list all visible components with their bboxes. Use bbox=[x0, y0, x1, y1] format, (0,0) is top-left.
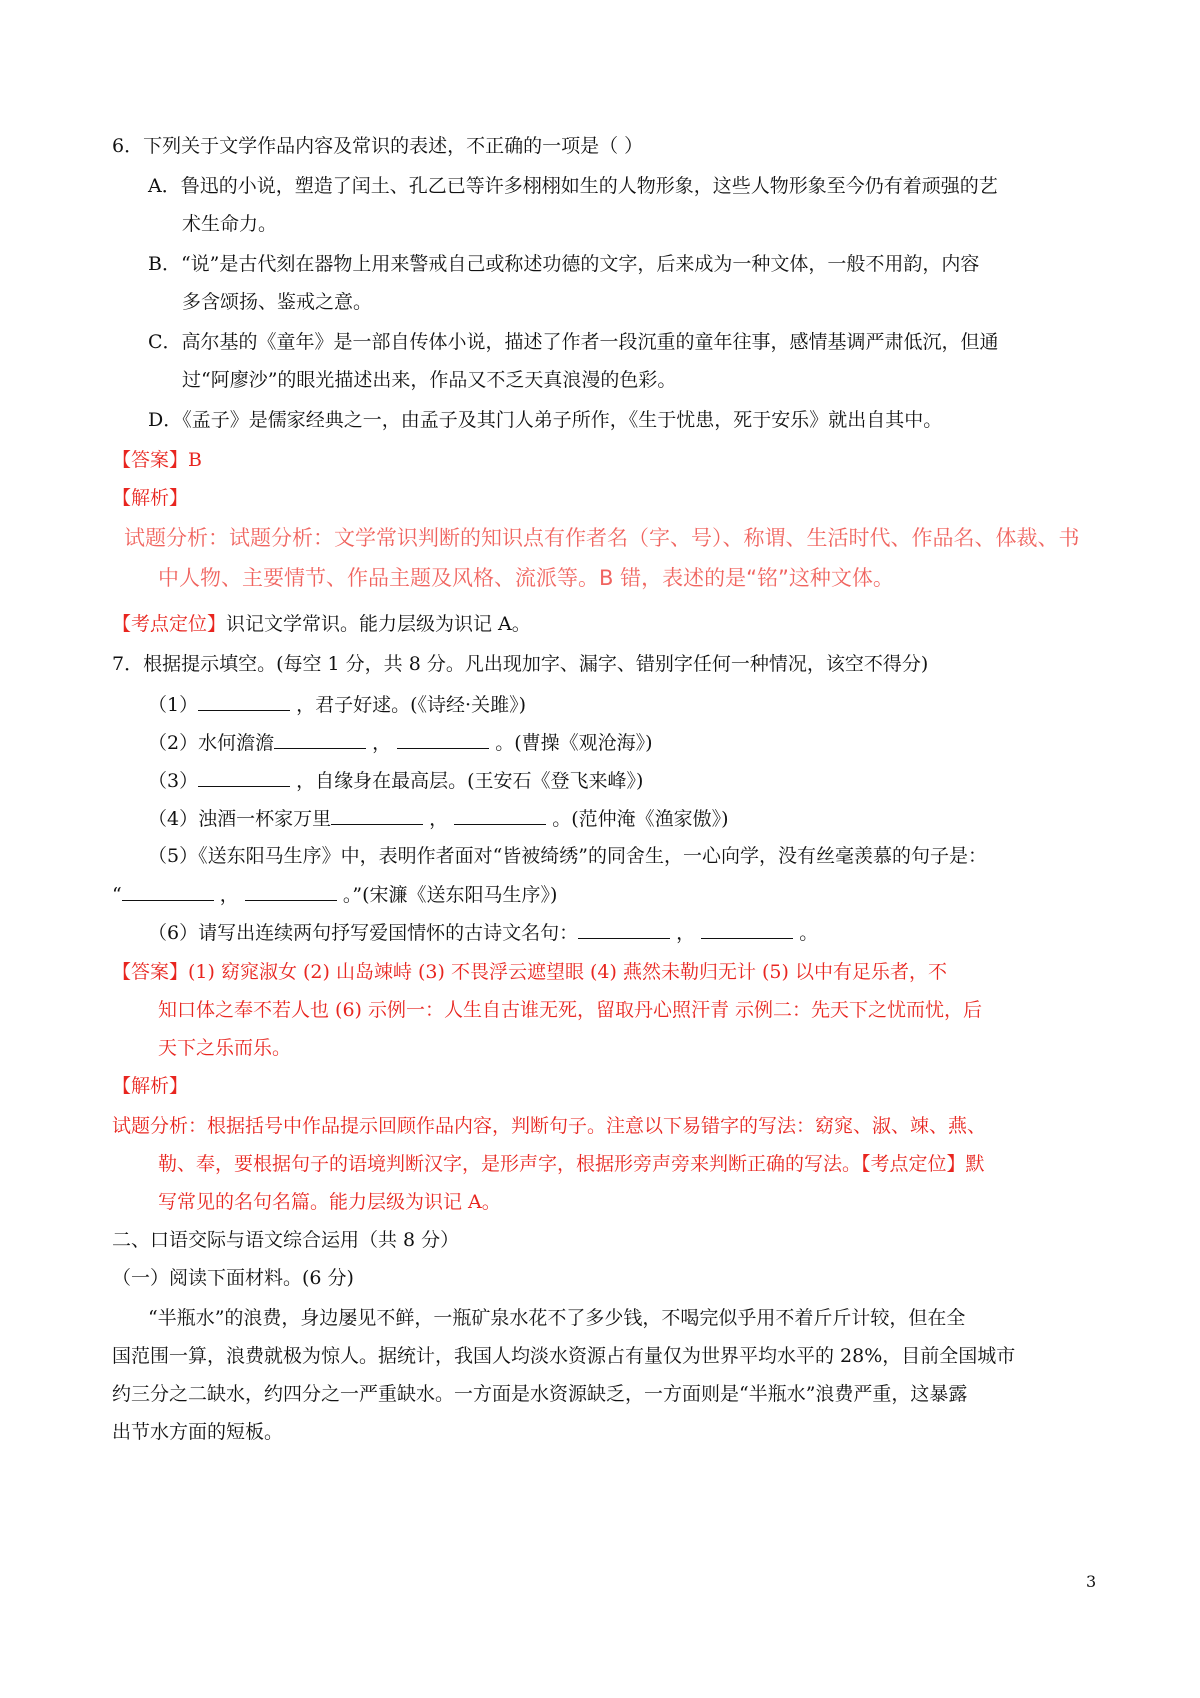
page-number: 3 bbox=[1086, 1572, 1097, 1591]
q6-option-b-cont: 多含颂扬、鉴戒之意。 bbox=[182, 291, 373, 313]
q7-item-1 bbox=[148, 690, 526, 719]
q7-item-2 bbox=[148, 728, 653, 757]
q6-analysis-text-cont: 中人物、主要情节、作品主题及风格、流派等。B 错，表述的是“铭”这种文体。 bbox=[158, 566, 894, 590]
blank-1[interactable] bbox=[198, 690, 290, 711]
item-text: （6）请写出连续两句抒写爱国情怀的古诗文名句： bbox=[148, 922, 579, 944]
q6-analysis-label: 【解析】 bbox=[112, 487, 189, 509]
q6-answer bbox=[112, 446, 202, 474]
q7-item-5: （5）《送东阳马生序》中，表明作者面对“皆被绮绣”的同舍生，一心向学，没有丝毫羡慕的句子是： bbox=[148, 845, 988, 867]
q7-item-5-cont bbox=[112, 880, 557, 909]
kaodian-label: 【考点定位】 bbox=[112, 613, 227, 635]
q6-stem: 6．下列关于文学作品内容及常识的表述，不正确的一项是（ ） bbox=[112, 135, 644, 157]
blank-3[interactable] bbox=[198, 766, 290, 787]
q6-option-b: B．“说”是古代刻在器物上用来警戒自己或称述功德的文字，后来成为一种文体，一般不用韵，内容 bbox=[148, 253, 980, 275]
q7-analysis-text-cont-1: 勒、奉，要根据句子的语境判断汉字，是形声字，根据形旁声旁来判断正确的写法。【考点定位】默 bbox=[158, 1153, 985, 1175]
q7-analysis-label: 【解析】 bbox=[112, 1075, 189, 1097]
passage-line-2: 国范围一算，浪费就极为惊人。据统计，我国人均淡水资源占有量仅为世界平均水平的 28%，目前全国城市 bbox=[112, 1345, 1016, 1367]
answer-label: 【答案】 bbox=[112, 449, 189, 471]
blank-5b[interactable] bbox=[245, 880, 337, 901]
blank-2b[interactable] bbox=[397, 728, 489, 749]
blank-4b[interactable] bbox=[454, 804, 546, 825]
q6-kaodian bbox=[112, 610, 531, 638]
quote-open: “ bbox=[112, 884, 122, 906]
blank-6b[interactable] bbox=[701, 918, 793, 939]
q6-option-a: A．鲁迅的小说，塑造了闰土、孔乙已等许多栩栩如生的人物形象，这些人物形象至今仍有着顽强的艺 bbox=[148, 175, 998, 197]
q7-item-6 bbox=[148, 918, 818, 947]
item-text: ，君子好逑。(《诗经·关雎》) bbox=[296, 694, 527, 716]
q7-analysis-text: 试题分析：根据括号中作品提示回顾作品内容，判断句子。注意以下易错字的写法：窈窕、淑、竦、燕、 bbox=[112, 1115, 987, 1137]
passage-line-4: 出节水方面的短板。 bbox=[112, 1421, 284, 1443]
q6-option-a-cont: 术生命力。 bbox=[182, 213, 278, 235]
item-number: （3） bbox=[148, 770, 199, 792]
period: 。 bbox=[799, 922, 819, 944]
comma: ， bbox=[429, 808, 449, 830]
passage-line-1: “半瓶水”的浪费，身边屡见不鲜，一瓶矿泉水花不了多少钱，不喝完似乎用不着斤斤计较，但在全 bbox=[148, 1307, 966, 1329]
blank-4a[interactable] bbox=[331, 804, 423, 825]
item-number: （1） bbox=[148, 694, 199, 716]
subsection-title: （一）阅读下面材料。(6 分) bbox=[112, 1267, 354, 1289]
blank-6a[interactable] bbox=[578, 918, 670, 939]
comma: ， bbox=[372, 732, 392, 754]
item-source: 。”(宋濂《送东阳马生序》) bbox=[342, 884, 558, 906]
blank-5a[interactable] bbox=[122, 880, 214, 901]
q7-item-3 bbox=[148, 766, 643, 795]
item-text: ，自缘身在最高层。(王安石《登飞来峰》) bbox=[296, 770, 644, 792]
passage-line-3: 约三分之二缺水，约四分之一严重缺水。一方面是水资源缺乏，一方面则是“半瓶水”浪费严重，这暴露 bbox=[112, 1383, 968, 1405]
q6-option-c-cont: 过“阿廖沙”的眼光描述出来，作品又不乏天真浪漫的色彩。 bbox=[182, 369, 677, 391]
answer-text: (1) 窈窕淑女 (2) 山岛竦峙 (3) 不畏浮云遮望眼 (4) 燕然未勒归无计 (5) 以中有足乐者，不 bbox=[188, 961, 947, 983]
section-title: 二、口语交际与语文综合运用（共 8 分） bbox=[112, 1229, 460, 1251]
item-source: 。(范仲淹《渔家傲》) bbox=[552, 808, 729, 830]
comma: ， bbox=[219, 884, 239, 906]
comma: ， bbox=[676, 922, 696, 944]
item-text: （4）浊酒一杯家万里 bbox=[148, 808, 332, 830]
kaodian-text: 识记文学常识。能力层级为识记 A。 bbox=[226, 613, 531, 635]
q7-answer-cont-2: 天下之乐而乐。 bbox=[158, 1037, 292, 1059]
answer-label: 【答案】 bbox=[112, 961, 189, 983]
q7-answer bbox=[112, 958, 947, 986]
answer-value: B bbox=[188, 449, 202, 471]
q7-item-4 bbox=[148, 804, 729, 833]
item-source: 。(曹操《观沧海》) bbox=[495, 732, 653, 754]
q7-answer-cont-1: 知口体之奉不若人也 (6) 示例一：人生自古谁无死，留取丹心照汗青 示例二：先天下之忧而忧，后 bbox=[158, 999, 983, 1021]
q6-analysis-text: 试题分析：试题分析：文学常识判断的知识点有作者名（字、号）、称谓、生活时代、作品名、体裁、书 bbox=[124, 526, 1080, 550]
q7-stem: 7．根据提示填空。(每空 1 分，共 8 分。凡出现加字、漏字、错别字任何一种情况，该空不得分) bbox=[112, 653, 929, 675]
q6-option-c: C．高尔基的《童年》是一部自传体小说，描述了作者一段沉重的童年往事，感情基调严肃低沉，但通 bbox=[148, 331, 999, 353]
blank-2a[interactable] bbox=[274, 728, 366, 749]
q6-option-d: D．《孟子》是儒家经典之一，由孟子及其门人弟子所作，《生于忧患，死于安乐》就出自其中。 bbox=[148, 409, 943, 431]
item-text: （2）水何澹澹 bbox=[148, 732, 275, 754]
q7-analysis-text-cont-2: 写常见的名句名篇。能力层级为识记 A。 bbox=[158, 1191, 501, 1213]
